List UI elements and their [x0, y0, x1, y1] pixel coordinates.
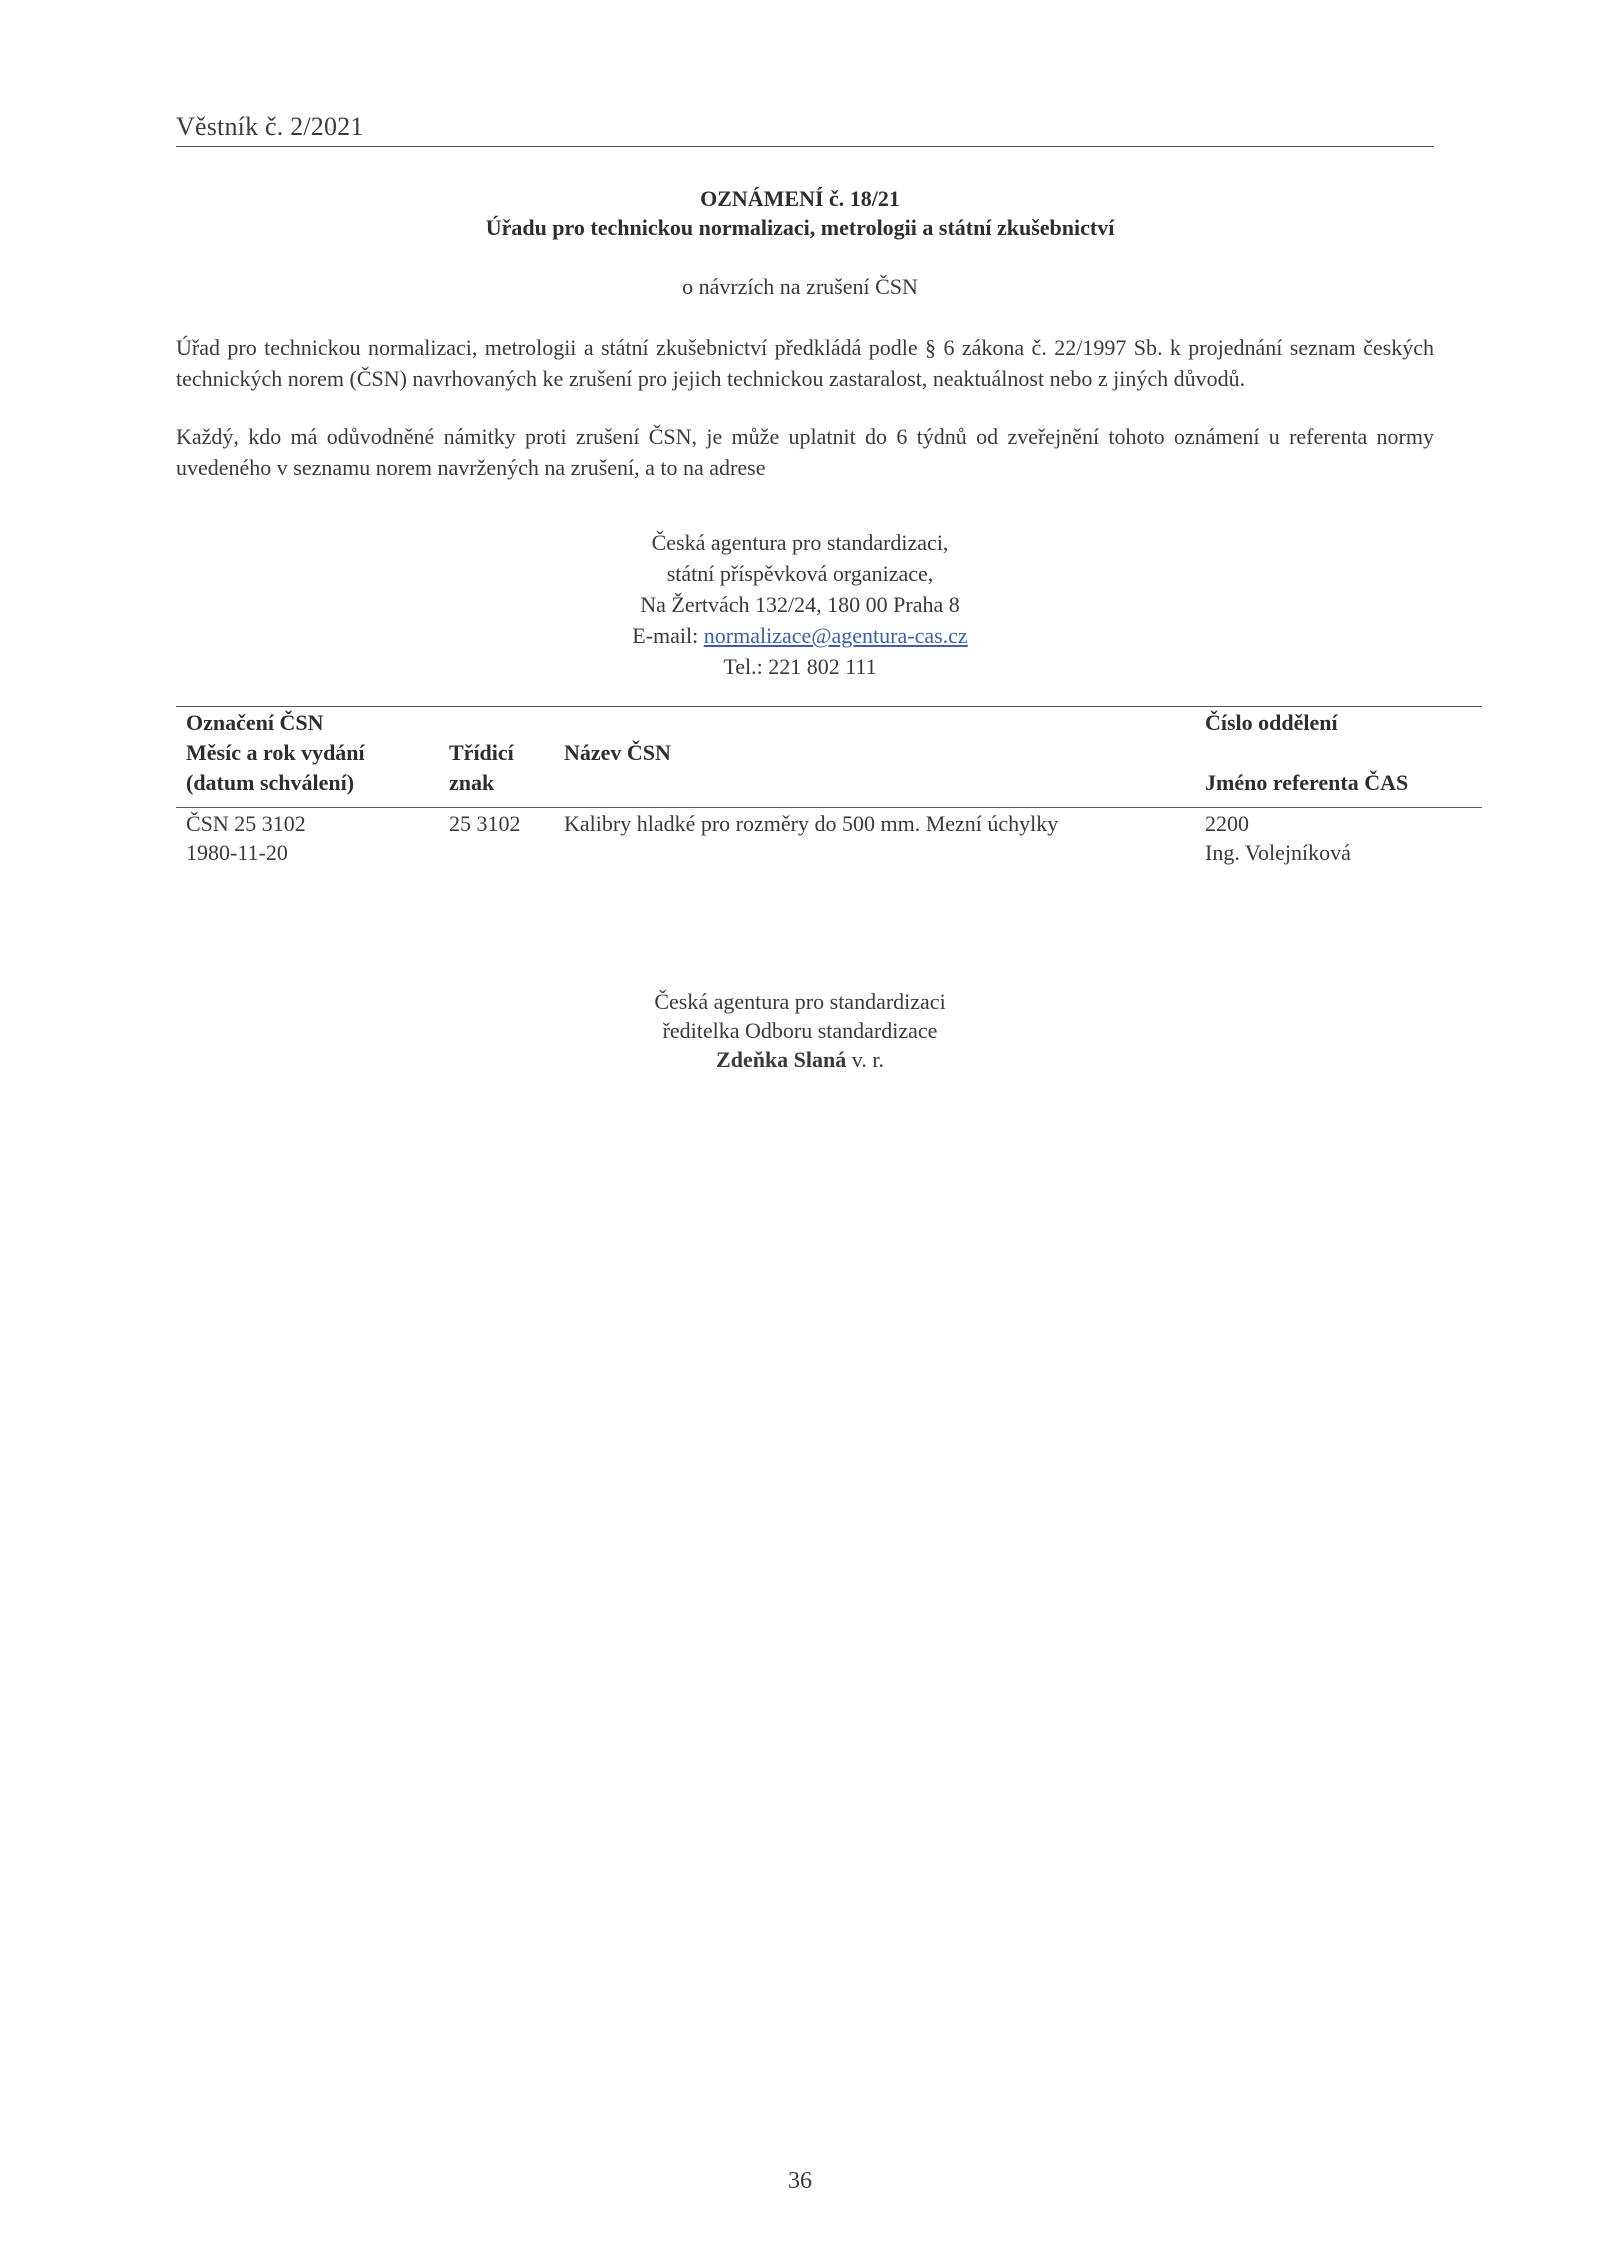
- header-designation-line-2: Měsíc a rok vydání: [186, 740, 365, 765]
- signature-org: Česká agentura pro standardizaci: [654, 989, 946, 1014]
- signature-suffix: v. r.: [846, 1047, 884, 1072]
- signature-name: Zdeňka Slaná: [716, 1047, 847, 1072]
- body-paragraph-2: Každý, kdo má odůvodněné námitky proti zrušení ČSN, je může uplatnit do 6 týdnů od zveřejnění tohoto oznámení u referenta normy uvedeného v seznamu norem navržených na zrušení, a to na adrese: [176, 424, 1434, 480]
- signature-name-line: [0, 1045, 1600, 1074]
- signature-role: ředitelka Odboru standardizace: [662, 1018, 938, 1043]
- address-line-1: Česká agentura pro standardizaci,: [651, 530, 949, 555]
- header-rule: [176, 146, 1434, 147]
- announcement-issuer: Úřadu pro technickou normalizaci, metrologii a státní zkušebnictví: [485, 215, 1115, 240]
- page-number: 36: [788, 2168, 812, 2194]
- row-referent: Ing. Volejníková: [1205, 840, 1351, 865]
- header-referent-line-2: Jméno referenta ČAS: [1205, 770, 1409, 795]
- header-referent-line-1: Číslo oddělení: [1205, 710, 1338, 735]
- email-line: [0, 620, 1600, 651]
- running-head: Věstník č. 2/2021: [176, 112, 364, 141]
- address-line-2: státní příspěvková organizace,: [666, 561, 934, 586]
- email-label: E-mail:: [632, 623, 704, 648]
- row-class-mark: 25 3102: [449, 811, 521, 836]
- address-line-3: Na Žertvách 132/24, 180 00 Praha 8: [640, 592, 960, 617]
- header-class-line-2: znak: [449, 770, 495, 795]
- announcement-subtitle: o návrzích na zrušení ČSN: [682, 274, 918, 299]
- announcement-title: OZNÁMENÍ č. 18/21: [700, 186, 900, 211]
- address-block: [0, 527, 1600, 682]
- header-name: Název ČSN: [564, 740, 671, 765]
- signature-block: [0, 987, 1600, 1074]
- row-date: 1980-11-20: [186, 840, 288, 865]
- header-class-line-1: Třídicí: [449, 740, 514, 765]
- header-designation-line-3: (datum schválení): [186, 770, 355, 795]
- row-department: 2200: [1205, 811, 1249, 836]
- header-designation-line-1: Označení ČSN: [186, 710, 324, 735]
- table-top-rule: [176, 706, 1482, 707]
- row-designation: ČSN 25 3102: [186, 811, 306, 836]
- table-header-rule: [176, 807, 1482, 808]
- email-link[interactable]: normalizace@agentura-cas.cz: [703, 623, 968, 648]
- phone-line: Tel.: 221 802 111: [723, 654, 877, 679]
- body-paragraph-1: Úřad pro technickou normalizaci, metrologii a státní zkušebnictví předkládá podle § 6 zákona č. 22/1997 Sb. k projednání seznam českých technických norem (ČSN) navrhovaných ke zrušení pro jejich technickou zastaralost, neaktuálnost nebo z jiných důvodů.: [176, 335, 1434, 391]
- row-name: Kalibry hladké pro rozměry do 500 mm. Mezní úchylky: [564, 811, 1059, 836]
